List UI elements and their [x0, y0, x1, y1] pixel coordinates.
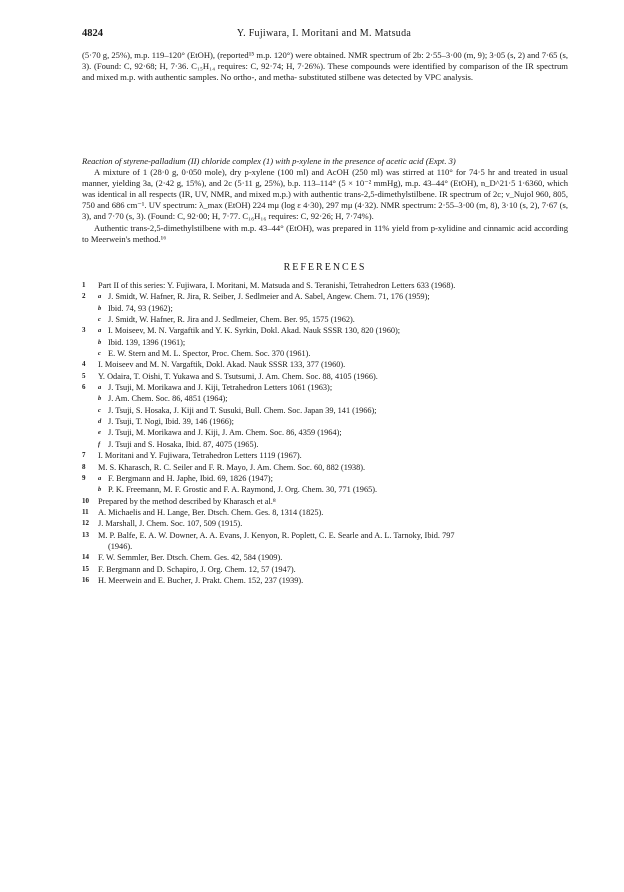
- reference-item: [82, 496, 568, 507]
- reference-letter: b: [98, 304, 102, 312]
- section-paragraph-2: Authentic trans-2,5-dimethylstilbene with m.p. 43–44° (EtOH), was prepared in 11% yield from p-xylidine and cinnamic acid according to Meerwein's method.¹⁶: [82, 222, 568, 244]
- reference-item: [82, 359, 568, 370]
- reference-item: [82, 564, 568, 575]
- reference-text: J. Tsuji, S. Hosaka, J. Kiji and T. Susuki, Bull. Chem. Soc. Japan 39, 141 (1966);: [108, 405, 377, 415]
- reference-item: [82, 462, 568, 473]
- reference-letter: b: [98, 338, 102, 346]
- reference-text: Ibid. 139, 1396 (1961);: [108, 337, 186, 347]
- section-title: Reaction of styrene-palladium (II) chloride complex (1) with p-xylene in the presence of acetic acid (Expt. 3): [82, 156, 456, 166]
- reference-number: 13: [82, 530, 89, 539]
- reference-text: J. Marshall, J. Chem. Soc. 107, 509 (1915).: [98, 519, 243, 529]
- reference-item: [82, 552, 568, 563]
- reference-letter: b: [98, 395, 102, 403]
- reference-letter: a: [98, 293, 102, 301]
- reference-text: I. Moiseev and M. N. Vargaftik, Dokl. Akad. Nauk SSSR 133, 377 (1960).: [98, 360, 346, 370]
- reference-text: M. S. Kharasch, R. C. Seiler and F. R. Mayo, J. Am. Chem. Soc. 60, 882 (1938).: [98, 462, 366, 472]
- reference-text: F. Bergmann and D. Schapiro, J. Org. Chem. 12, 57 (1947).: [98, 564, 296, 574]
- reference-item: [82, 371, 568, 382]
- reference-text: H. Meerwein and E. Bucher, J. Prakt. Chem. 152, 237 (1939).: [98, 575, 304, 585]
- intro-text: (5·70 g, 25%), m.p. 119–120° (EtOH), (reported¹⁵ m.p. 120°) were obtained. NMR spectrum of 2b: 2·55–3·00 (m, 9); 3·05 (s, 2) and 7·65 (s, 3). (Found: C, 92·68; H, 7·36. C₁₅H₁₄ requires: C, 92·74; H, 7·26%). These compounds were identified by comparison of the IR spectrum and mixed m.p. with authentic samples. No ortho-, and metha- substituted stilbene was detected by VPC analysis.: [82, 50, 568, 83]
- reference-item: [82, 325, 568, 336]
- reference-number: 4: [82, 360, 86, 369]
- reference-item: [82, 303, 568, 314]
- reference-letter: c: [98, 316, 101, 324]
- reference-text: J. Tsuji, M. Morikawa and J. Kiji, J. Am. Chem. Soc. 86, 4359 (1964);: [108, 428, 342, 438]
- reference-text: J. Tsuji, M. Morikawa and J. Kiji, Tetrahedron Letters 1061 (1963);: [108, 383, 333, 393]
- reference-number: 3: [82, 326, 86, 335]
- reference-text: J. Smidt, W. Hafner, R. Jira, R. Seiber, J. Sedlmeier and A. Sabel, Angew. Chem. 71, 176 (1959);: [108, 292, 430, 302]
- reference-text: Prepared by the method described by Kharasch et al.⁸: [98, 496, 276, 506]
- reference-text: (1946).: [108, 541, 133, 551]
- reference-number: 16: [82, 575, 89, 584]
- experimental-section: [82, 156, 568, 245]
- reference-number: 11: [82, 507, 89, 516]
- reference-item: [82, 518, 568, 529]
- reference-text: P. K. Freemann, M. F. Grostic and F. A. Raymond, J. Org. Chem. 30, 771 (1965).: [108, 485, 378, 495]
- reference-text: Part II of this series: Y. Fujiwara, I. Moritani, M. Matsuda and S. Teranishi, Tetrahedron Letters 633 (1968).: [98, 281, 456, 290]
- reference-item: [82, 382, 568, 393]
- reference-number: 8: [82, 462, 86, 471]
- reference-number: 6: [82, 383, 86, 392]
- reference-text: J. Am. Chem. Soc. 86, 4851 (1964);: [108, 394, 228, 404]
- reference-number: 15: [82, 564, 89, 573]
- reference-text: J. Smidt, W. Hafner, R. Jira and J. Sedlmeier, Chem. Ber. 95, 1575 (1962).: [108, 315, 355, 325]
- reference-text: Ibid. 74, 93 (1962);: [108, 303, 173, 313]
- reference-text: J. Tsuji and S. Hosaka, Ibid. 87, 4075 (1965).: [108, 439, 259, 449]
- reference-item: [82, 575, 568, 586]
- reference-item: [82, 291, 568, 302]
- reference-item: [82, 393, 568, 404]
- references-list: [82, 280, 568, 586]
- reference-letter: c: [98, 406, 101, 414]
- reference-number: 14: [82, 553, 89, 562]
- reference-item: [82, 507, 568, 518]
- references-heading: REFERENCES: [283, 262, 367, 273]
- reference-number: 2: [82, 292, 86, 301]
- reference-text: I. Moritani and Y. Fujiwara, Tetrahedron Letters 1119 (1967).: [98, 451, 302, 461]
- reference-item: [82, 416, 568, 427]
- reference-number: 9: [82, 473, 86, 482]
- reference-text: J. Tsuji, T. Nogi, Ibid. 39, 146 (1966);: [108, 417, 234, 427]
- reference-letter: f: [98, 440, 101, 448]
- reference-text: M. P. Balfe, E. A. W. Downer, A. A. Evans, J. Kenyon, R. Poplett, C. E. Searle and A. L. Tarnoky, Ibid. 797: [98, 530, 455, 540]
- reference-text: Y. Odaira, T. Oishi, T. Yukawa and S. Tsutsumi, J. Am. Chem. Soc. 88, 4105 (1966).: [98, 371, 378, 381]
- reference-text: I. Moiseev, M. N. Vargaftik and Y. K. Syrkin, Dokl. Akad. Nauk SSSR 130, 820 (1960);: [108, 326, 401, 336]
- reference-item: [82, 484, 568, 495]
- reference-number: 12: [82, 519, 89, 528]
- reference-letter: b: [98, 486, 102, 494]
- reference-letter: e: [98, 429, 101, 437]
- section-paragraph-1: A mixture of 1 (28·0 g, 0·050 mole), dry p-xylene (100 ml) and AcOH (250 ml) was stirred at 110° for 74·5 hr and treated in usual manner, yielding 3a, (2·42 g, 15%), and 2c (5·11 g, 25%), b.p. 113–114° (5 × 10⁻² mmHg), m.p. 43–44° (EtOH), n_D^21·5 1·6360, which was identical in all respects (IR, UV, NMR, and mixed m.p.) with authentic trans-2,5-dimethylstilbene. IR spectrum of 2c; ν_Nujol 960, 805, 750 and 686 cm⁻¹. UV spectrum: λ_max (EtOH) 224 mμ (log ε 4·30), 297 mμ (4·32). NMR spectrum: 2·55–3·00 (m, 8), 3·10 (s, 2), 7·67 (s, 3), and 7·70 (s, 3). (Found: C, 92·00; H, 7·77. C₁₆H₁₆ requires: C, 92·26; H, 7·74%).: [82, 167, 568, 222]
- reference-item: [82, 337, 568, 348]
- reference-text: A. Michaelis and H. Lange, Ber. Dtsch. Chem. Ges. 8, 1314 (1825).: [98, 507, 324, 517]
- reference-number: 5: [82, 371, 86, 380]
- running-title: Y. Fujiwara, I. Moritani and M. Matsuda: [236, 28, 412, 39]
- reference-item: [82, 530, 568, 541]
- reference-letter: a: [98, 327, 102, 335]
- reference-item: [82, 405, 568, 416]
- reference-item: [82, 541, 568, 552]
- reference-item: [82, 473, 568, 484]
- reference-item: [82, 427, 568, 438]
- page-header: [82, 28, 566, 42]
- reference-text: F. W. Semmler, Ber. Dtsch. Chem. Ges. 42, 584 (1909).: [98, 553, 283, 563]
- reference-number: 7: [82, 451, 86, 460]
- page-number: 4824: [82, 28, 103, 39]
- reference-letter: d: [98, 418, 102, 426]
- reference-number: 1: [82, 281, 86, 289]
- reference-text: E. W. Stern and M. L. Spector, Proc. Chem. Soc. 370 (1961).: [108, 349, 311, 359]
- reference-item: [82, 314, 568, 325]
- reference-letter: a: [98, 474, 102, 482]
- reference-text: F. Bergmann and H. Japhe, Ibid. 69, 1826 (1947);: [108, 473, 273, 483]
- reference-item: [82, 280, 568, 291]
- reference-item: [82, 450, 568, 461]
- intro-paragraph: [82, 50, 568, 83]
- reference-item: [82, 348, 568, 359]
- reference-letter: a: [98, 384, 102, 392]
- reference-number: 10: [82, 496, 89, 505]
- reference-letter: c: [98, 350, 101, 358]
- reference-item: [82, 439, 568, 450]
